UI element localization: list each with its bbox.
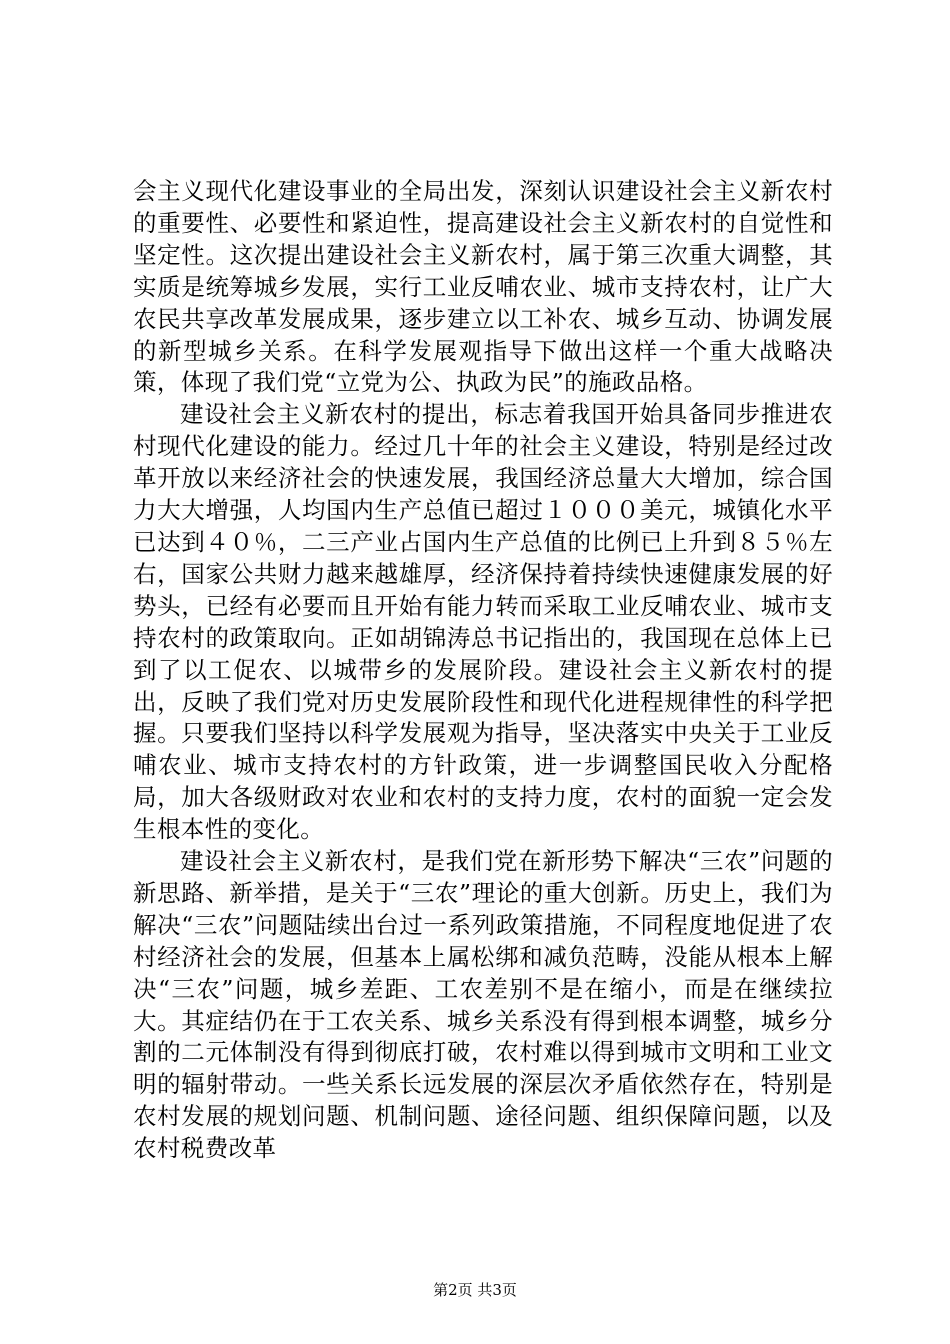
paragraph-2: 建设社会主义新农村的提出，标志着我国开始具备同步推进农村现代化建设的能力。经过几十年的社会主义建设，特别是经过改革开放以来经济社会的快速发展，我国经济总量大大增加，综合国力大大增强，人均国内生产总值已超过１０００美元，城镇化水平已达到４０％，二三产业占国内生产总值的比例已上升到８５％左右，国家公共财力越来越雄厚，经济保持着持续快速健康发展的好势头，已经有必要而且开始有能力转而采取工业反哺农业、城市支持农村的政策取向。正如胡锦涛总书记指出的，我国现在总体上已到了以工促农、以城带乡的发展阶段。建设社会主义新农村的提出，反映了我们党对历史发展阶段性和现代化进程规律性的科学把握。只要我们坚持以科学发展观为指导，坚决落实中央关于工业反哺农业、城市支持农村的方针政策，进一步调整国民收入分配格局，加大各级财政对农业和农村的支持力度，农村的面貌一定会发生根本性的变化。 (133, 400, 833, 844)
document-body (133, 176, 833, 1165)
page-number: 第2页 共3页 (433, 1281, 517, 1299)
paragraph-1: 会主义现代化建设事业的全局出发，深刻认识建设社会主义新农村的重要性、必要性和紧迫性，提高建设社会主义新农村的自觉性和坚定性。这次提出建设社会主义新农村，属于第三次重大调整，其实质是统筹城乡发展，实行工业反哺农业、城市支持农村，让广大农民共享改革发展成果，逐步建立以工补农、城乡互动、协调发展的新型城乡关系。在科学发展观指导下做出这样一个重大战略决策，体现了我们党“立党为公、执政为民”的施政品格。 (133, 177, 833, 397)
paragraph-3: 建设社会主义新农村，是我们党在新形势下解决“三农”问题的新思路、新举措，是关于“三农”理论的重大创新。历史上，我们为解决“三农”问题陆续出台过一系列政策措施，不同程度地促进了农村经济社会的发展，但基本上属松绑和减负范畴，没能从根本上解决“三农”问题，城乡差距、工农差别不是在缩小，而是在继续拉大。其症结仍在于工农关系、城乡关系没有得到根本调整，城乡分割的二元体制没有得到彻底打破，农村难以得到城市文明和工业文明的辐射带动。一些关系长远发展的深层次矛盾依然存在，特别是农村发展的规划问题、机制问题、途径问题、组织保障问题，以及农村税费改革 (133, 847, 833, 1163)
